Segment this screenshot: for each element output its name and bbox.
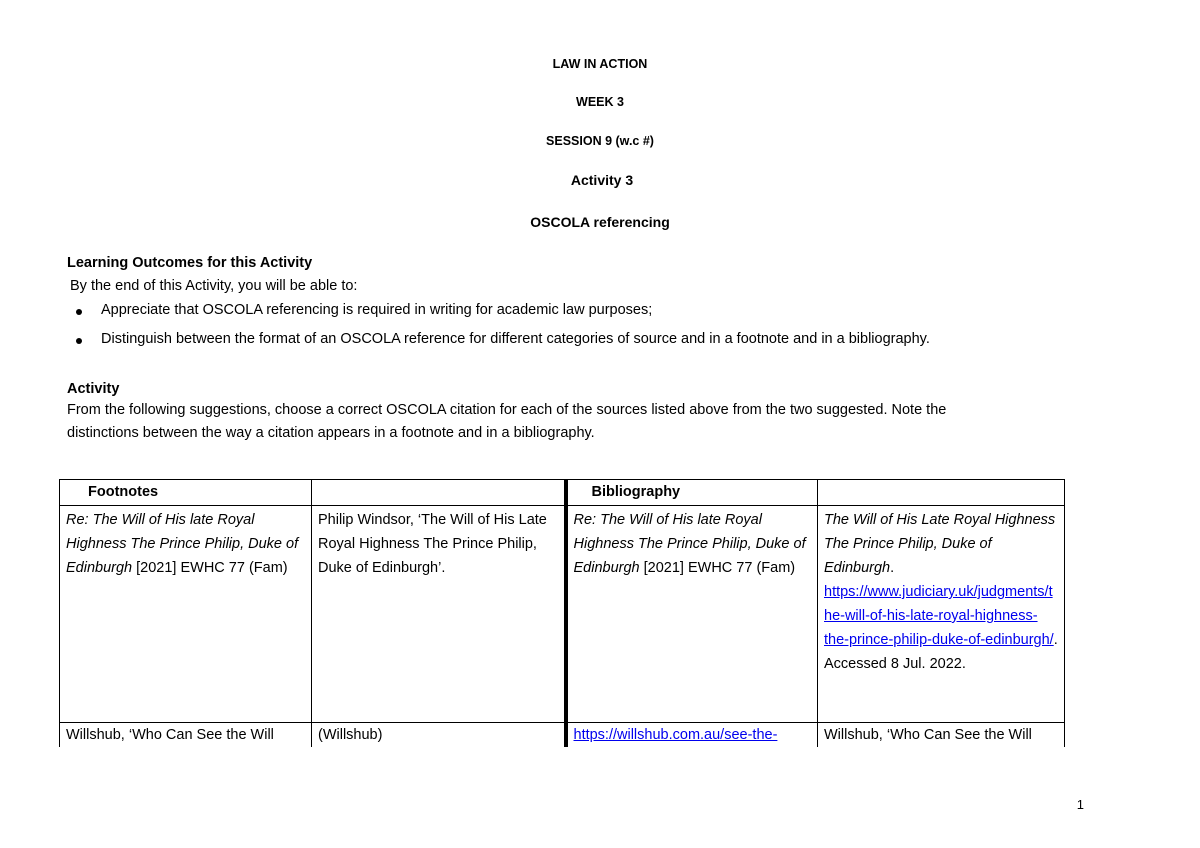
citation-text: (Willshub) [318,727,383,743]
citation-text: Willshub, ‘Who Can See the Will [66,727,274,743]
activity-heading: Activity [67,381,120,397]
citation-text: Willshub, ‘Who Can See the Will [824,727,1032,743]
table-cell [566,506,818,723]
case-name: Re: The Will of His late Royal Highness The Prince Philip, Duke of Edinburgh [66,512,299,576]
table-cell [566,723,818,748]
case-citation: [2021] EWHC 77 (Fam) [639,560,796,576]
case-citation: [2021] EWHC 77 (Fam) [132,560,288,576]
table-row [60,506,1065,723]
learning-outcome-1: Appreciate that OSCOLA referencing is required in writing for academic law purposes; [101,302,653,318]
access-date: . Accessed 8 Jul. 2022. [824,632,1058,672]
table-cell [60,723,312,748]
citation-table [59,479,1065,747]
table-header-row [60,480,1065,506]
course-title: LAW IN ACTION [552,57,648,71]
activity-instruction-line2: distinctions between the way a citation appears in a footnote and in a bibliography. [67,425,595,441]
bullet-dot-icon [76,309,82,315]
bullet-dot-icon [76,338,82,344]
week-label: WEEK 3 [576,95,624,109]
bibliography-header: Bibliography [566,480,818,506]
activity-instruction-line1: From the following suggestions, choose a correct OSCOLA citation for each of the sources listed above from the two suggested. Note the [67,402,947,418]
blank-header [818,480,1065,506]
footnotes-header: Footnotes [60,480,312,506]
session-label: SESSION 9 (w.c #) [546,134,654,148]
citation-punctuation: . [890,560,895,576]
blank-header [312,480,566,506]
learning-outcomes-heading: Learning Outcomes for this Activity [67,255,313,271]
case-name: The Will of His Late Royal Highness The Prince Philip, Duke of Edinburgh [824,512,1056,576]
willshub-link[interactable]: https://willshub.com.au/see-the- [573,727,778,743]
page-number: 1 [1076,797,1084,812]
table-cell [60,506,312,723]
learning-outcomes-intro: By the end of this Activity, you will be able to: [70,278,358,294]
citation-text: Philip Windsor, ‘The Will of His Late Royal Highness The Prince Philip, Duke of Edinburgh’. [318,512,547,576]
table-cell [818,506,1065,723]
table-cell [312,506,566,723]
table-cell [818,723,1065,748]
topic-title: OSCOLA referencing [530,214,670,230]
table-cell [312,723,566,748]
judiciary-link[interactable]: https://www.judiciary.uk/judgments/the-will-of-his-late-royal-highness-the-prince-philip-duke-of-edinburgh/ [824,584,1054,648]
learning-outcome-2: Distinguish between the format of an OSCOLA reference for different categories of source and in a footnote and in a bibliography. [101,331,930,347]
table-row [60,723,1065,748]
case-name: Re: The Will of His late Royal Highness The Prince Philip, Duke of Edinburgh [573,512,806,576]
activity-number: Activity 3 [570,172,634,188]
